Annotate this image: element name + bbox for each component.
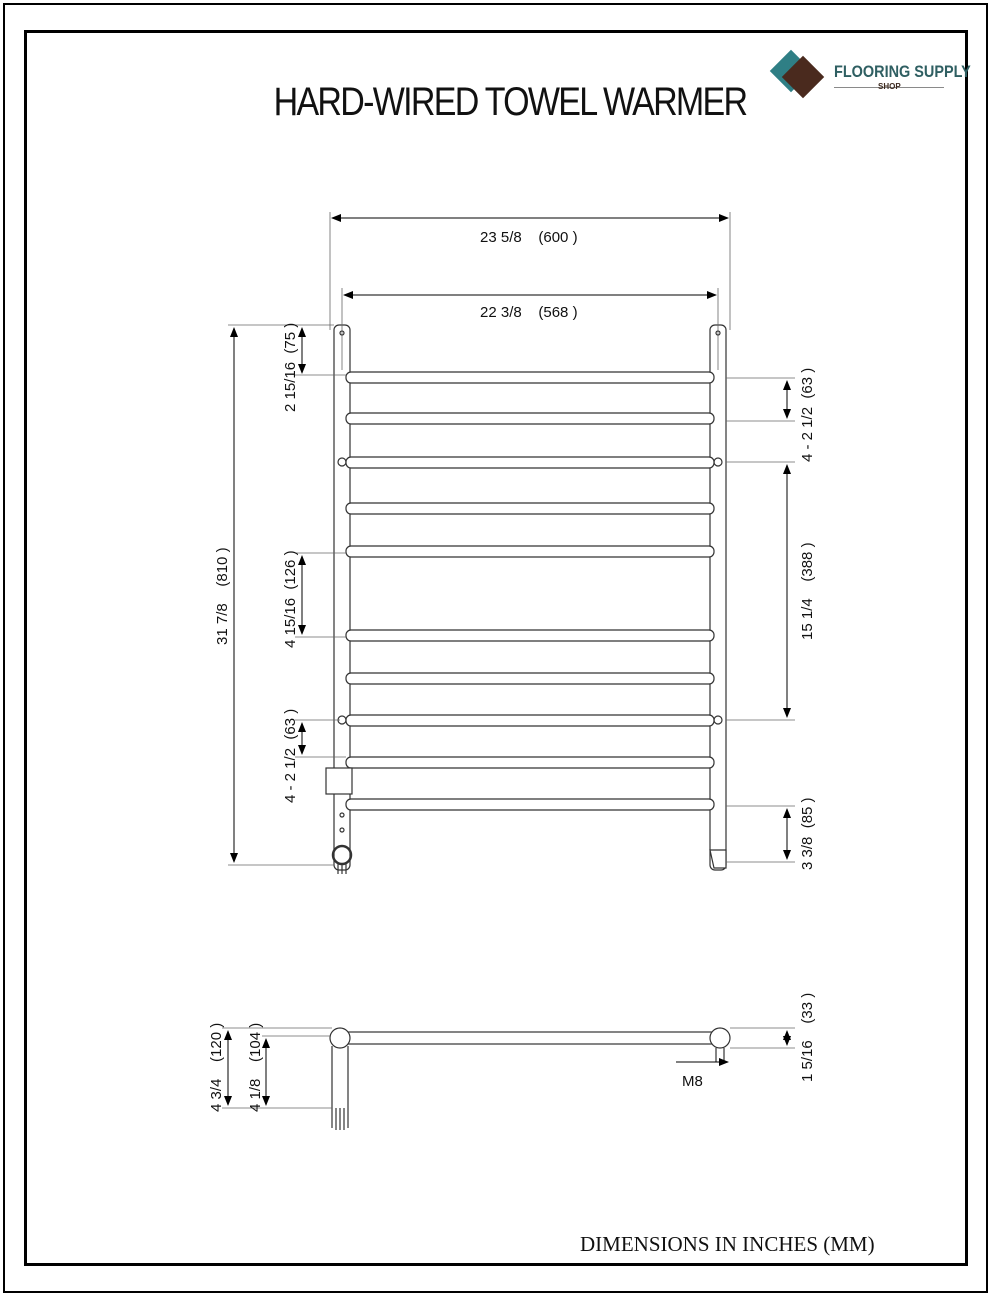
right-post (710, 325, 726, 870)
logo-brand-text: FLOORING SUPPLY (834, 62, 971, 81)
junction-box (326, 768, 352, 794)
label-thread: M8 (682, 1073, 703, 1090)
label-tube-diameter: 1 5/16 (33 ) (799, 992, 816, 1082)
label-depth-inner: 4 1/8 (104 ) (247, 1022, 264, 1112)
label-top-offset: 2 15/16 (75 ) (282, 322, 299, 412)
label-bottom-offset: 3 3/8 (85 ) (799, 797, 816, 870)
label-depth-outer: 4 3/4 (120 ) (208, 1022, 225, 1112)
front-view (326, 325, 726, 874)
units-note: DIMENSIONS IN INCHES (MM) (580, 1232, 875, 1256)
label-right-top: 4 - 2 1/2 (63 ) (799, 367, 816, 462)
label-bar-width: 22 3/8 (568 ) (480, 304, 578, 321)
label-overall-height: 31 7/8 (810 ) (214, 547, 231, 645)
towel-bars (346, 372, 714, 810)
top-view-bar (348, 1032, 714, 1044)
label-overall-width: 23 5/8 (600 ) (480, 229, 578, 246)
top-view-left-post (330, 1028, 350, 1048)
label-left-bottom: 4 - 2 1/2 (63 ) (282, 708, 299, 803)
logo-sub-text: SHOP (878, 82, 901, 91)
top-view-right-post (710, 1028, 730, 1048)
label-mid-spacing: 4 15/16 (126 ) (282, 550, 299, 648)
label-mount-spacing: 15 1/4 (388 ) (799, 542, 816, 640)
top-view (330, 1028, 730, 1130)
page-title: HARD-WIRED TOWEL WARMER (273, 80, 747, 124)
